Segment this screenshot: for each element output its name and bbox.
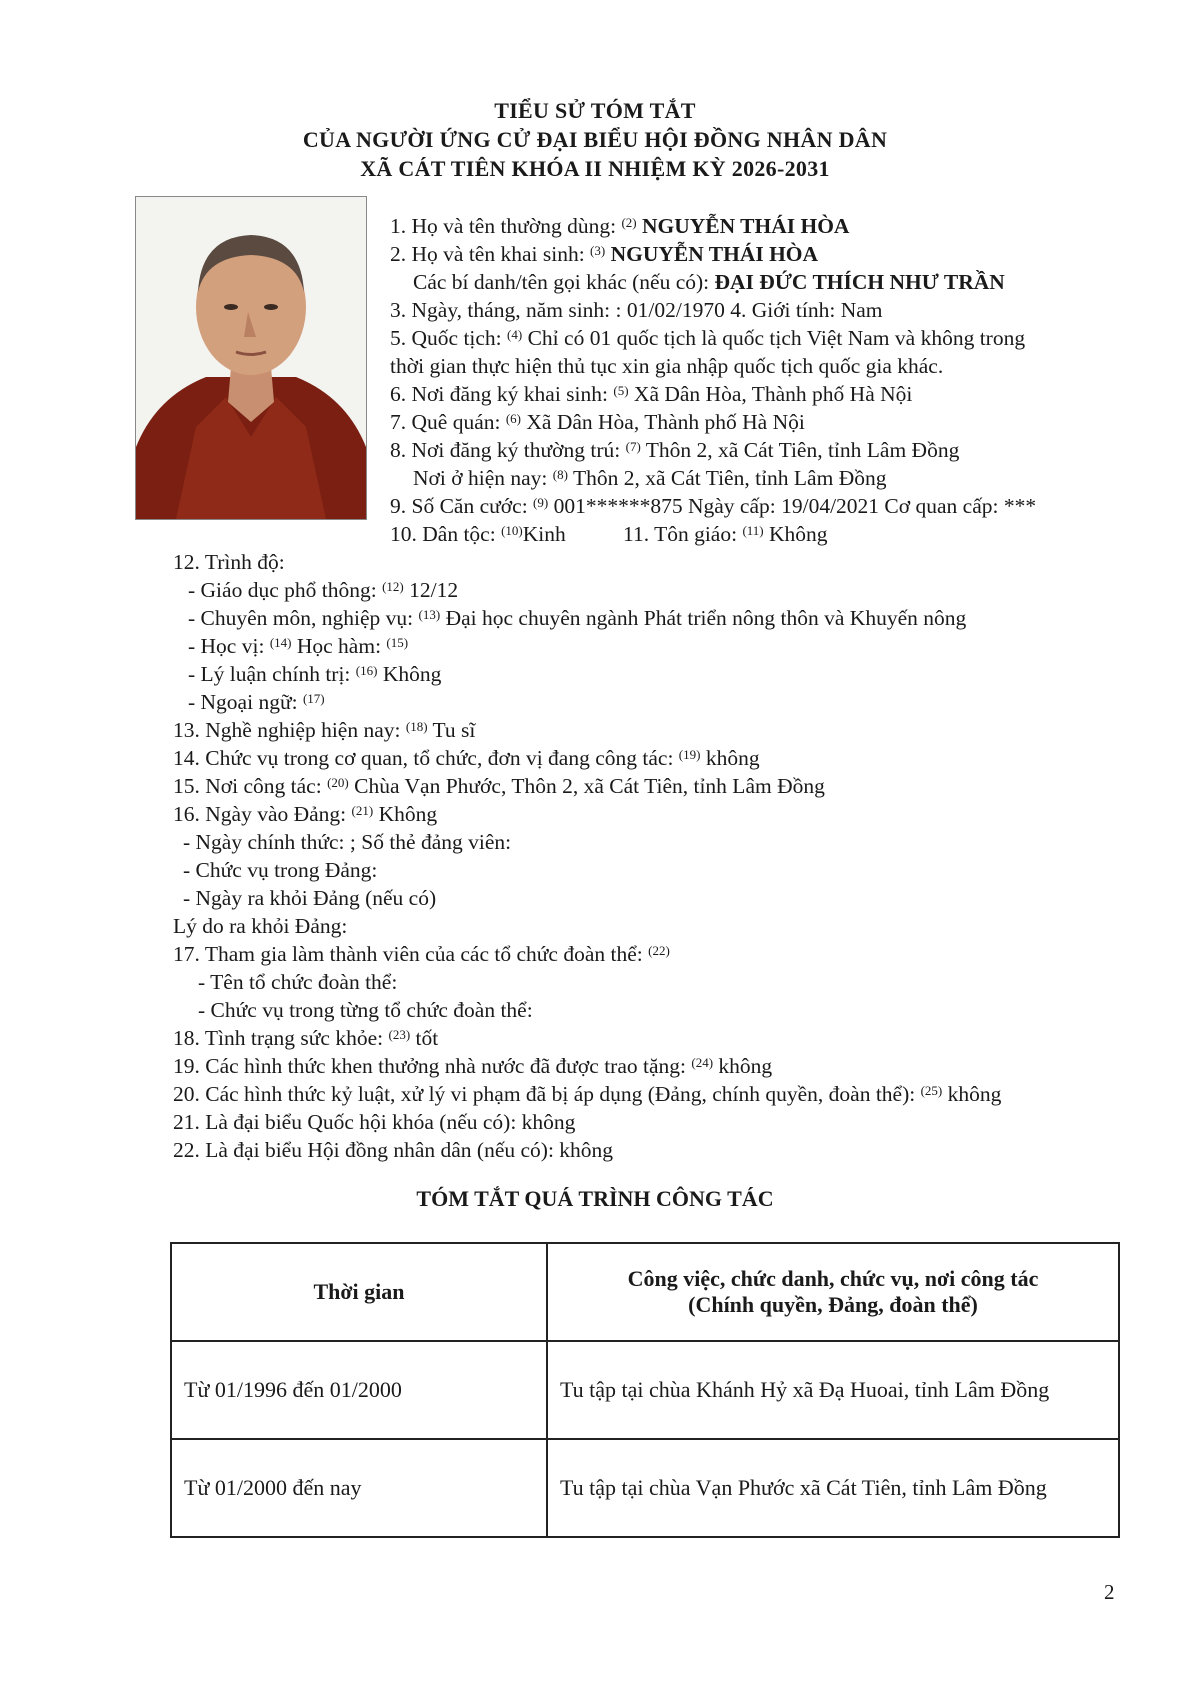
table-header-row	[171, 1243, 1119, 1341]
item-position: 14. Chức vụ trong cơ quan, tổ chức, đơn vị đang công tác: $^{(19)}$ không	[173, 746, 760, 770]
item-party-position: - Chức vụ trong Đảng:	[183, 858, 378, 882]
item-awards: 19. Các hình thức khen thưởng nhà nước đã được trao tặng: $^{(24)}$ không	[173, 1054, 773, 1078]
item-common-name: 1. Họ và tên thường dùng: $^{(2)}$ NGUYỄN THÁI HÒA	[390, 214, 850, 238]
cell-description: Tu tập tại chùa Khánh Hỷ xã Đạ Huoai, tỉnh Lâm Đồng	[547, 1341, 1119, 1439]
item-current-residence: Nơi ở hiện nay: $^{(8)}$ Thôn 2, xã Cát Tiên, tỉnh Lâm Đồng	[413, 466, 887, 490]
item-religion: 11. Tôn giáo: $^{(11)}$ Không	[623, 522, 828, 546]
document-title: TIỂU SỬ TÓM TẮT	[494, 98, 696, 123]
work-history-table	[170, 1242, 1120, 1538]
item-organization-position: - Chức vụ trong từng tổ chức đoàn thể:	[198, 998, 533, 1022]
column-header-description: Công việc, chức danh, chức vụ, nơi công tác (Chính quyền, Đảng, đoàn thể)	[547, 1243, 1119, 1341]
item-id-card: 9. Số Căn cước: $^{(9)}$ 001******875 Ngày cấp: 19/04/2021 Cơ quan cấp: ***	[390, 494, 1037, 518]
item-foreign-language: - Ngoại ngữ: $^{(17)}$	[188, 690, 325, 714]
item-general-education: - Giáo dục phổ thông: $^{(12)}$ 12/12	[188, 578, 459, 602]
item-specialty: - Chuyên môn, nghiệp vụ: $^{(13)}$ Đại học chuyên ngành Phát triển nông thôn và Khuyến nông	[188, 606, 967, 630]
item-organizations: 17. Tham gia làm thành viên của các tổ chức đoàn thể: $^{(22)}$	[173, 942, 670, 966]
item-peoples-council: 22. Là đại biểu Hội đồng nhân dân (nếu có): không	[173, 1138, 614, 1162]
item-party-exit-date: - Ngày ra khỏi Đảng (nếu có)	[183, 886, 437, 910]
candidate-portrait	[135, 196, 367, 520]
table-row	[171, 1439, 1119, 1537]
item-aliases: Các bí danh/tên gọi khác (nếu có): ĐẠI ĐỨC THÍCH NHƯ TRẦN	[413, 270, 1005, 294]
table-row	[171, 1341, 1119, 1439]
item-workplace: 15. Nơi công tác: $^{(20)}$ Chùa Vạn Phước, Thôn 2, xã Cát Tiên, tỉnh Lâm Đồng	[173, 774, 825, 798]
cell-time: Từ 01/1996 đến 01/2000	[171, 1341, 547, 1439]
item-degree: - Học vị: $^{(14)}$ Học hàm: $^{(15)}$	[188, 634, 409, 658]
item-organization-name: - Tên tổ chức đoàn thể:	[198, 970, 398, 994]
item-discipline: 20. Các hình thức kỷ luật, xử lý vi phạm đã bị áp dụng (Đảng, chính quyền, đoàn thể): $^{(25)}$ không	[173, 1082, 1002, 1106]
column-header-time: Thời gian	[171, 1243, 547, 1341]
cell-description: Tu tập tại chùa Vạn Phước xã Cát Tiên, tỉnh Lâm Đồng	[547, 1439, 1119, 1537]
item-permanent-residence: 8. Nơi đăng ký thường trú: $^{(7)}$ Thôn 2, xã Cát Tiên, tỉnh Lâm Đồng	[390, 438, 960, 462]
item-education: 12. Trình độ:	[173, 550, 285, 574]
item-party-official-date: - Ngày chính thức: ; Số thẻ đảng viên:	[183, 830, 512, 854]
item-political-theory: - Lý luận chính trị: $^{(16)}$ Không	[188, 662, 442, 686]
item-ethnicity: 10. Dân tộc: $^{(10)}$Kinh	[390, 522, 566, 546]
document-term: XÃ CÁT TIÊN KHÓA II NHIỆM KỲ 2026-2031	[360, 156, 830, 181]
work-summary-title: TÓM TẮT QUÁ TRÌNH CÔNG TÁC	[416, 1186, 774, 1211]
page-number: 2	[1104, 1580, 1115, 1604]
item-nationality: 5. Quốc tịch: $^{(4)}$ Chỉ có 01 quốc tịch là quốc tịch Việt Nam và không trong	[390, 326, 1026, 350]
cell-time: Từ 01/2000 đến nay	[171, 1439, 547, 1537]
item-birthdate-gender: 3. Ngày, tháng, năm sinh: : 01/02/1970 4. Giới tính: Nam	[390, 298, 883, 322]
item-birth-registration: 6. Nơi đăng ký khai sinh: $^{(5)}$ Xã Dân Hòa, Thành phố Hà Nội	[390, 382, 913, 406]
item-hometown: 7. Quê quán: $^{(6)}$ Xã Dân Hòa, Thành phố Hà Nội	[390, 410, 805, 434]
item-nationality-cont: thời gian thực hiện thủ tục xin gia nhập quốc tịch quốc gia khác.	[390, 354, 944, 378]
item-health: 18. Tình trạng sức khỏe: $^{(23)}$ tốt	[173, 1026, 439, 1050]
item-occupation: 13. Nghề nghiệp hiện nay: $^{(18)}$ Tu sĩ	[173, 718, 476, 742]
item-national-assembly: 21. Là đại biểu Quốc hội khóa (nếu có): không	[173, 1110, 576, 1134]
document-subtitle: CỦA NGƯỜI ỨNG CỬ ĐẠI BIỂU HỘI ĐỒNG NHÂN DÂN	[302, 127, 888, 152]
item-birth-name: 2. Họ và tên khai sinh: $^{(3)}$ NGUYỄN THÁI HÒA	[390, 242, 819, 266]
item-party-exit-reason: Lý do ra khỏi Đảng:	[173, 914, 348, 938]
item-party-join-date: 16. Ngày vào Đảng: $^{(21)}$ Không	[173, 802, 438, 826]
